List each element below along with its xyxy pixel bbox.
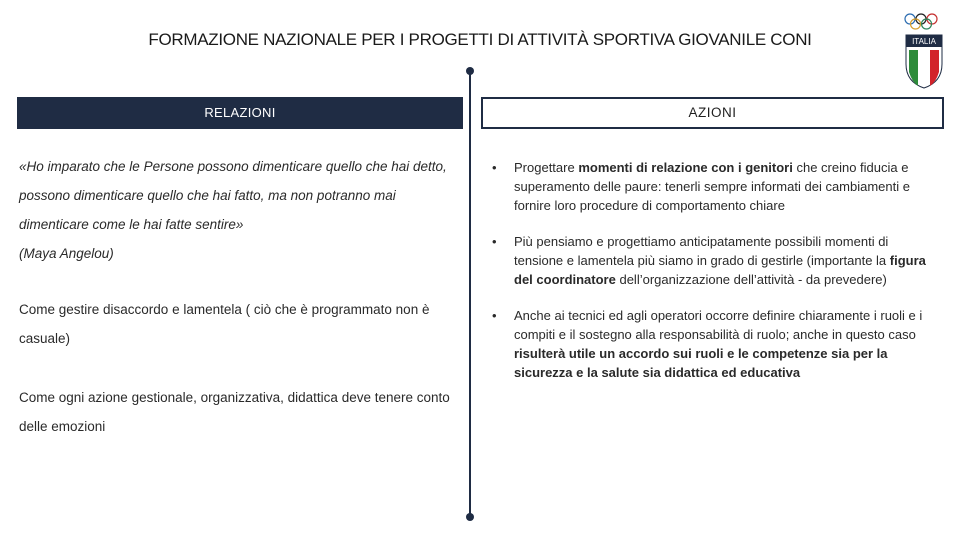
disagreement-paragraph: Come gestire disaccordo e lamentela ( ciò che è programmato non è casuale) [19, 302, 430, 346]
list-item [492, 158, 938, 215]
item-text: Anche ai tecnici ed agli operatori occorre definire chiaramente i ruoli e i compiti e il sostegno alla responsabilità di ruolo; anche in questo caso [514, 308, 923, 342]
olympic-rings-shield-icon [900, 10, 948, 90]
item-emphasis: momenti di relazione con i genitori [578, 160, 793, 175]
slide-title: FORMAZIONE NAZIONALE PER I PROGETTI DI ATTIVITÀ SPORTIVA GIOVANILE CONI [148, 30, 812, 49]
emotions-paragraph: Come ogni azione gestionale, organizzativa, didattica deve tenere conto delle emozioni [19, 390, 450, 434]
azioni-column [492, 158, 938, 399]
divider-line [469, 71, 471, 517]
item-emphasis: figura del coordinatore [514, 253, 926, 287]
bullet-icon: • [492, 308, 497, 323]
azioni-header: AZIONI [481, 97, 944, 129]
item-text: dell’organizzazione dell’attività - da prevedere) [615, 272, 887, 287]
quote-author: (Maya Angelou) [19, 246, 114, 261]
logo-text: ITALIA [912, 37, 936, 46]
coni-italia-logo [900, 10, 948, 90]
item-text: Più pensiamo e progettiamo anticipatamente possibili momenti di tensione e lamentela più siamo in grado di gestirle (importante la [514, 234, 890, 268]
quote-text: «Ho imparato che le Persone possono dimenticare quello che hai detto, possono dimenticare quello che hai fatto, ma non potranno mai dimenticare come le hai fatte sentire» [19, 159, 447, 232]
item-emphasis: risulterà utile un accordo sui ruoli e le competenze sia per la sicurezza e la salute sia didattica ed educativa [514, 346, 888, 380]
divider-top-dot [466, 67, 474, 75]
item-text: che creino fiducia e superamento delle paure: tenerli sempre informati dei cambiamenti e fornire loro procedure di comportamento chiare [514, 160, 910, 213]
bullet-icon: • [492, 234, 497, 249]
bullet-icon: • [492, 160, 497, 175]
relazioni-header: RELAZIONI [17, 97, 463, 129]
relazioni-column [19, 152, 464, 441]
list-item [492, 232, 938, 289]
list-item [492, 306, 938, 382]
item-text: Progettare [514, 160, 579, 175]
divider-bottom-dot [466, 513, 474, 521]
